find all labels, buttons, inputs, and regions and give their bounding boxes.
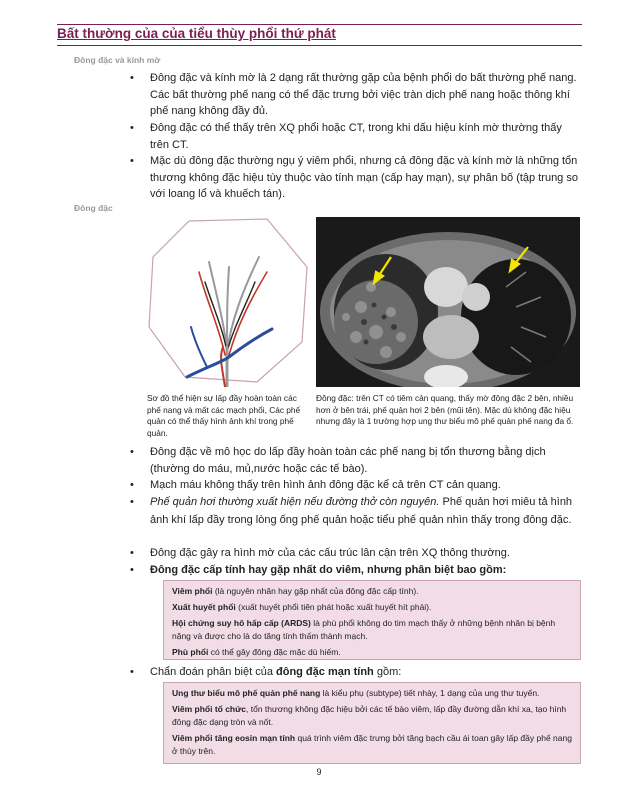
top-rule — [57, 24, 582, 25]
bullet-dot: • — [130, 496, 134, 508]
box-item: Viêm phổi tổ chức, tổn thương không đặc hiệu bởi các tế bào viêm, lấp đầy đường dẫn khí xa, tạo hình đông đặc dạng tròn và nốt. — [172, 704, 567, 727]
box-item: Xuất huyết phổi (xuất huyết phổi tiên phát hoặc xuất huyết hít phải). — [172, 602, 432, 612]
figure-caption-diagram: Sơ đồ thể hiện sự lấp đầy hoàn toàn các phế nang và mất các mạch phổi, Các phế quản có thể thấy hình ảnh khí trong phế quản. — [147, 393, 301, 438]
bullet-dot: • — [130, 446, 134, 458]
figure-caption-ct: Đông đặc: trên CT có tiêm cản quang, thấy mờ đông đặc 2 bên, nhiều hơn ở bên trái, phế quản hơi 2 bên (mũi tên). Mặc dù không đặc hiệu nhưng đây là 1 trường hợp ung thư biểu mô phế quản phế nang đa ổ. — [316, 393, 574, 426]
bullet-8: • Đông đặc cấp tính hay gặp nhất do viêm, nhưng phân biệt bao gồm: — [150, 562, 580, 579]
bullet-5: • Mạch máu không thấy trên hình ảnh đông đặc kể cả trên CT cản quang. — [150, 477, 580, 494]
bullet-dot: • — [130, 122, 134, 134]
bullet-6: • Phế quản hơi thường xuất hiện nếu đường thở còn nguyên. Phế quản hơi miêu tả hình ảnh khí lấp đầy trong lòng ống phế quản hoặc tiểu phế quản nhìn thấy trong đông đặc. — [150, 493, 580, 529]
bullet-1: • Đông đặc và kính mờ là 2 dạng rất thường gặp của bệnh phổi do bất thường phế nang. Các bất thường phế nang có thể đặc trưng bởi việc tràn dịch phế nang hoặc thông khí phế nang không đầy đủ. — [130, 72, 577, 117]
bullet-4: • Đông đặc về mô học do lấp đầy hoàn toàn các phế nang bị tổn thương bằng dịch (thường do máu, mủ,nước hoặc các tế bào). — [130, 446, 546, 475]
bullet-dot: • — [130, 155, 134, 167]
bullet-dot: • — [130, 666, 134, 678]
page-number: 9 — [316, 767, 322, 777]
box-item: Ung thư biểu mô phế quản phế nang là kiểu phụ (subtype) tiết nhày, 1 dạng của ung thư tuyến. — [172, 688, 540, 698]
bullet-dot: • — [130, 479, 134, 491]
bullet-2: • Đông đặc có thể thấy trên XQ phổi hoặc CT, trong khi dấu hiệu kính mờ thường thấy trên CT. — [130, 122, 562, 151]
page-title: Bất thường của của tiểu thùy phổi thứ phát — [57, 26, 336, 41]
bullet-dot: • — [130, 564, 134, 576]
bullet-dot: • — [130, 547, 134, 559]
box-item: Viêm phổi tăng eosin mạn tính quá trình viêm đặc trưng bởi tăng bạch cầu ái toan gây lấp đầy phế nang ở thùy trên. — [172, 733, 572, 756]
title-rule — [57, 45, 582, 46]
bullet-7: • Đông đặc gây ra hình mờ của các cấu trúc lân cận trên XQ thông thường. — [150, 545, 580, 562]
box-item: Viêm phổi (là nguyên nhân hay gặp nhất của đông đặc cấp tính). — [172, 586, 419, 596]
box-item: Phù phổi có thể gây đông đặc mặc dù hiếm. — [172, 647, 341, 657]
bullet-3: • Mặc dù đông đặc thường ngụ ý viêm phổi, nhưng cả đông đặc và kính mờ là những tổn thương không đặc hiệu tùy thuộc vào tính mạn (cấp hay mạn), sự phân bố (tập trung so với loang lổ và khuếch tán). — [130, 155, 578, 200]
acute-differential-box — [163, 580, 581, 660]
chronic-differential-box — [163, 682, 581, 764]
box-item: Hội chứng suy hô hấp cấp (ARDS) là phù phổi không do tim mạch thấy ở những bệnh nhân bị bệnh nặng và được cho là do tăng tính thấm thành mạch. — [172, 618, 556, 641]
bullet-dot: • — [130, 72, 134, 84]
ct-scan-image — [316, 217, 580, 387]
section-heading-consolidation: Đông đặc — [74, 203, 113, 213]
bullet-9: • Chẩn đoán phân biệt của đông đặc mạn tính gồm: — [150, 664, 580, 681]
consolidation-diagram — [147, 217, 309, 387]
section-heading-consolidation-ggo: Đông đặc và kính mờ — [74, 55, 161, 65]
